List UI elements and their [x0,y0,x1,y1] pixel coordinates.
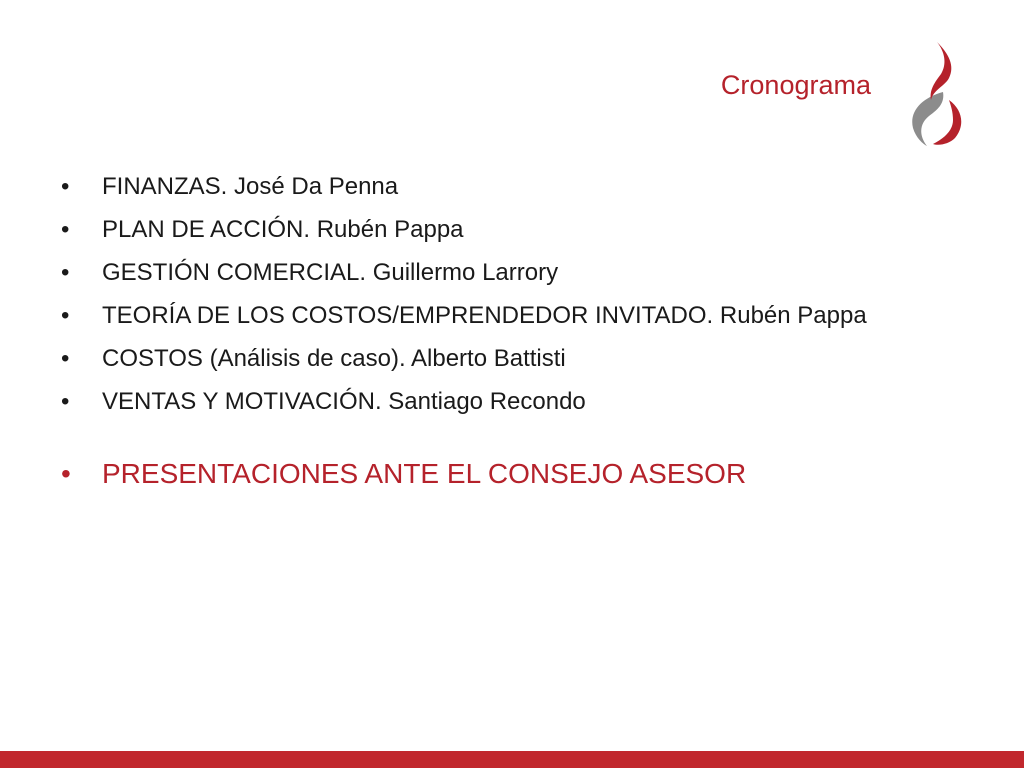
list-item [58,171,958,202]
agenda-list [58,171,958,503]
highlight-list-item [58,457,958,491]
list-item [58,214,958,245]
bullet-marker: • [61,259,70,286]
footer-bar [0,751,1024,768]
slide-title: Cronograma [720,70,871,100]
highlight-item-text: PRESENTACIONES ANTE EL CONSEJO ASESOR [102,458,747,489]
list-item-text: PLAN DE ACCIÓN. Rubén Pappa [102,216,464,243]
list-item [58,300,958,331]
list-item [58,257,958,288]
bullet-marker: • [61,345,70,372]
bullet-marker: • [61,216,70,243]
list-item [58,386,958,417]
list-item-text: GESTIÓN COMERCIAL. Guillermo Larrory [102,259,559,286]
list-item-text: VENTAS Y MOTIVACIÓN. Santiago Recondo [102,388,586,415]
list-item [58,343,958,374]
bullet-marker: • [61,458,71,489]
list-item-text: COSTOS (Análisis de caso). Alberto Battisti [102,345,566,372]
flame-logo-icon [905,40,965,148]
bullet-marker: • [61,173,70,200]
bullet-marker: • [61,302,70,329]
list-item-text: FINANZAS. José Da Penna [102,173,399,200]
bullet-marker: • [61,388,70,415]
list-item-text: TEORÍA DE LOS COSTOS/EMPRENDEDOR INVITADO. Rubén Pappa [102,302,867,329]
